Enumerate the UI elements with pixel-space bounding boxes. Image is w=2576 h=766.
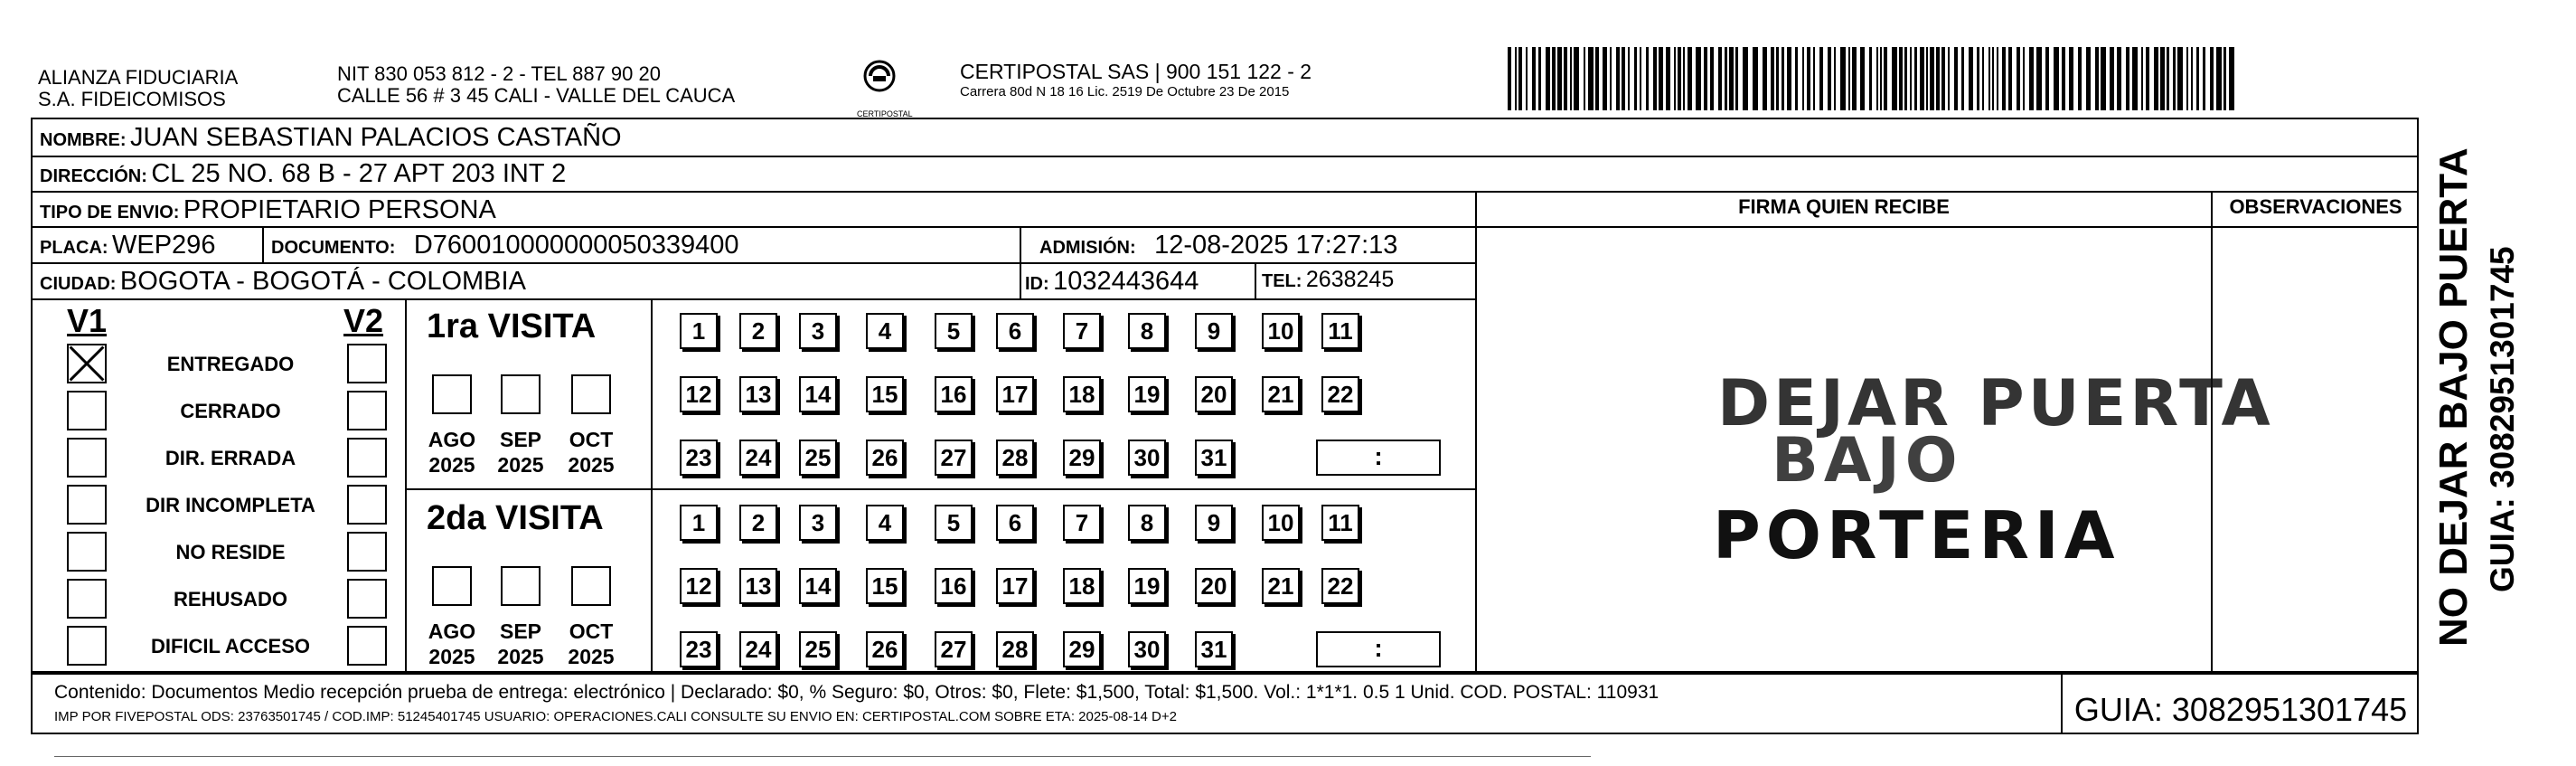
first-visit-month-box[interactable]	[501, 374, 541, 414]
nombre-value: JUAN SEBASTIAN PALACIOS CASTAÑO	[130, 123, 622, 152]
divider	[1475, 191, 1477, 673]
first-visit-month-label	[489, 427, 552, 478]
month-name: SEP	[499, 619, 542, 643]
month-year: 2025	[497, 645, 544, 668]
logo-caption: CERTIPOSTAL	[857, 109, 913, 118]
admision-value: 12-08-2025 17:27:13	[1154, 231, 1398, 260]
first-visit-day-box[interactable]: 12	[680, 376, 718, 412]
second-visit-day-box[interactable]: 9	[1195, 505, 1233, 541]
admision-field	[1039, 231, 1397, 260]
second-visit-time-box[interactable]: :	[1316, 631, 1441, 667]
id-field	[1025, 267, 1199, 297]
nombre-label: NOMBRE:	[40, 130, 127, 150]
first-visit-day-box[interactable]: 7	[1063, 313, 1101, 349]
second-visit-month-box[interactable]	[501, 566, 541, 606]
tel-label: TEL:	[1262, 271, 1302, 291]
courier-line1: CERTIPOSTAL SAS | 900 151 122 - 2	[960, 60, 1312, 83]
divider	[405, 298, 407, 673]
placa-value: WEP296	[112, 231, 216, 260]
second-visit-title: 2da VISITA	[427, 499, 604, 537]
month-year: 2025	[428, 453, 475, 477]
second-visit-day-box[interactable]: 18	[1063, 568, 1101, 604]
second-visit-month-box[interactable]	[571, 566, 611, 606]
v1-checkbox[interactable]	[67, 438, 107, 478]
documento-label: DOCUMENTO:	[271, 238, 396, 258]
second-visit-day-box[interactable]: 3	[799, 505, 837, 541]
second-visit-month-label	[559, 619, 623, 669]
first-visit-month-box[interactable]	[571, 374, 611, 414]
header-company	[38, 67, 238, 110]
second-visit-month-label	[489, 619, 552, 669]
status-label: REHUSADO	[174, 588, 287, 610]
divider	[31, 226, 1477, 228]
tel-field	[1262, 267, 1394, 293]
first-visit-day-box[interactable]: 19	[1128, 376, 1166, 412]
second-visit-day-box[interactable]: 26	[866, 631, 904, 667]
documento-value: D760010000000050339400	[413, 231, 739, 260]
second-visit-day-box[interactable]: 1	[680, 505, 718, 541]
header-nit	[337, 63, 735, 107]
v1-checkbox[interactable]	[67, 485, 107, 525]
courier-line2: Carrera 80d N 18 16 Lic. 2519 De Octubre 23 De 2015	[960, 84, 1290, 99]
month-year: 2025	[568, 645, 615, 668]
second-visit-day-box[interactable]: 27	[935, 631, 973, 667]
v2-checkbox[interactable]	[347, 344, 387, 383]
direccion-row	[40, 159, 566, 189]
first-visit-day-box[interactable]: 22	[1321, 376, 1359, 412]
second-visit-day-box[interactable]: 14	[799, 568, 837, 604]
first-visit-month-box[interactable]	[432, 374, 472, 414]
second-visit-day-box[interactable]: 20	[1195, 568, 1233, 604]
divider	[31, 262, 1477, 264]
second-visit-day-box[interactable]: 28	[996, 631, 1034, 667]
footer-contenido: Contenido: Documentos Medio recepción prueba de entrega: electrónico | Declarado: $0, % Seguro: $0, Otros: $0, Flete: $1,500, Total: $1,500. Vol.: 1*1*1. 0.5 1 Unid. COD. POSTAL: 110931	[54, 682, 1659, 703]
status-label: ENTREGADO	[166, 353, 295, 375]
first-visit-day-box[interactable]: 1	[680, 313, 718, 349]
second-visit-month-label	[420, 619, 484, 669]
v2-checkbox[interactable]	[347, 626, 387, 666]
address-line: CALLE 56 # 3 45 CALI - VALLE DEL CAUCA	[337, 84, 736, 107]
divider	[1020, 228, 1021, 298]
second-visit-day-box[interactable]: 6	[996, 505, 1034, 541]
second-visit-day-box[interactable]: 11	[1321, 505, 1359, 541]
second-visit-day-box[interactable]: 2	[739, 505, 777, 541]
admision-label: ADMISIÓN:	[1039, 238, 1136, 258]
divider	[1255, 262, 1256, 298]
stamp-line3: PORTERIA	[1713, 497, 2120, 573]
tel-value: 2638245	[1305, 267, 1395, 292]
company-line1: ALIANZA FIDUCIARIA	[38, 66, 239, 89]
v2-checkbox[interactable]	[347, 391, 387, 430]
company-line2: S.A. FIDEICOMISOS	[38, 88, 226, 110]
v2-checkbox[interactable]	[347, 438, 387, 478]
second-visit-day-box[interactable]: 17	[996, 568, 1034, 604]
first-visit-day-box[interactable]: 20	[1195, 376, 1233, 412]
first-visit-day-box[interactable]: 10	[1262, 313, 1300, 349]
v1-checkbox[interactable]	[67, 391, 107, 430]
v1-checkbox[interactable]	[67, 344, 107, 383]
divider	[31, 298, 1477, 300]
tipo-envio-label: TIPO DE ENVIO:	[40, 203, 180, 222]
side-warning: NO DEJAR BAJO PUERTA	[2431, 147, 2476, 647]
first-visit-day-box[interactable]: 17	[996, 376, 1034, 412]
divider	[54, 756, 1591, 757]
first-visit-day-box[interactable]: 3	[799, 313, 837, 349]
v1-label: V1	[67, 302, 108, 339]
month-year: 2025	[428, 645, 475, 668]
footer-frame	[31, 673, 2419, 734]
month-year: 2025	[568, 453, 615, 477]
second-visit-day-box[interactable]: 15	[866, 568, 904, 604]
first-visit-day-box[interactable]: 2	[739, 313, 777, 349]
first-visit-month-label	[420, 427, 484, 478]
footer-imp: IMP POR FIVEPOSTAL ODS: 23763501745 / COD.IMP: 51245401745 USUARIO: OPERACIONES.CALI CONSULTE SU ENVIO EN: CERTIPOSTAL.COM SOBRE ETA: 2025-08-14 D+2	[54, 709, 1177, 724]
second-visit-month-box[interactable]	[432, 566, 472, 606]
second-visit-day-box[interactable]: 5	[935, 505, 973, 541]
first-visit-time-box[interactable]: :	[1316, 440, 1441, 476]
v1-checkbox[interactable]	[67, 579, 107, 619]
first-visit-day-box[interactable]: 14	[799, 376, 837, 412]
second-visit-day-box[interactable]: 10	[1262, 505, 1300, 541]
divider	[31, 191, 2419, 193]
ciudad-label: CIUDAD:	[40, 274, 117, 294]
month-name: AGO	[428, 428, 476, 451]
first-visit-day-box[interactable]: 4	[866, 313, 904, 349]
status-label: DIR INCOMPLETA	[146, 494, 315, 516]
v1-checkbox[interactable]	[67, 626, 107, 666]
second-visit-day-box[interactable]: 24	[739, 631, 777, 667]
divider	[651, 298, 653, 673]
first-visit-day-box[interactable]: 27	[935, 440, 973, 476]
first-visit-day-box[interactable]: 23	[680, 440, 718, 476]
ciudad-value: BOGOTA - BOGOTÁ - COLOMBIA	[119, 267, 526, 296]
first-visit-day-box[interactable]: 31	[1195, 440, 1233, 476]
second-visit-day-box[interactable]: 29	[1063, 631, 1101, 667]
first-visit-day-box[interactable]: 29	[1063, 440, 1101, 476]
stamp-line1: DEJAR PUERTA	[1717, 366, 2274, 440]
first-visit-day-box[interactable]: 26	[866, 440, 904, 476]
v2-checkbox[interactable]	[347, 485, 387, 525]
first-visit-day-box[interactable]: 30	[1128, 440, 1166, 476]
second-visit-day-box[interactable]: 8	[1128, 505, 1166, 541]
divider	[31, 156, 2419, 157]
status-label: DIFICIL ACCESO	[150, 635, 310, 657]
month-year: 2025	[497, 453, 544, 477]
barcode	[1508, 47, 2240, 110]
month-name: OCT	[569, 619, 614, 643]
second-visit-day-box[interactable]: 7	[1063, 505, 1101, 541]
first-visit-day-box[interactable]: 13	[739, 376, 777, 412]
v2-label: V2	[343, 302, 384, 339]
divider	[262, 226, 264, 262]
id-value: 1032443644	[1053, 267, 1199, 296]
month-name: AGO	[428, 619, 476, 643]
placa-label: PLACA:	[40, 238, 108, 258]
firma-header: FIRMA QUIEN RECIBE	[1738, 195, 1950, 218]
first-visit-day-box[interactable]: 15	[866, 376, 904, 412]
second-visit-day-box[interactable]: 25	[799, 631, 837, 667]
first-visit-day-box[interactable]: 28	[996, 440, 1034, 476]
stamp-line2: BAJO	[1772, 425, 1963, 496]
documento-field	[271, 231, 739, 260]
direccion-value: CL 25 NO. 68 B - 27 APT 203 INT 2	[151, 159, 567, 188]
observaciones-header: OBSERVACIONES	[2229, 195, 2402, 218]
second-visit-day-box[interactable]: 23	[680, 631, 718, 667]
divider	[1477, 226, 2419, 228]
first-visit-day-box[interactable]: 6	[996, 313, 1034, 349]
divider	[405, 488, 1475, 490]
nombre-row	[40, 123, 622, 153]
second-visit-day-box[interactable]: 21	[1262, 568, 1300, 604]
status-label: DIR. ERRADA	[165, 447, 296, 469]
v2-checkbox[interactable]	[347, 532, 387, 572]
month-name: SEP	[499, 428, 542, 451]
first-visit-day-box[interactable]: 18	[1063, 376, 1101, 412]
v2-checkbox[interactable]	[347, 579, 387, 619]
header-courier	[960, 60, 1312, 101]
second-visit-day-box[interactable]: 12	[680, 568, 718, 604]
id-label: ID:	[1025, 274, 1049, 294]
first-visit-day-box[interactable]: 16	[935, 376, 973, 412]
footer-guia: GUIA: 3082951301745	[2073, 691, 2408, 728]
direccion-label: DIRECCIÓN:	[40, 166, 147, 186]
tipo-envio-value: PROPIETARIO PERSONA	[183, 195, 496, 224]
first-visit-day-box[interactable]: 25	[799, 440, 837, 476]
certipostal-logo	[857, 60, 913, 118]
second-visit-day-box[interactable]: 16	[935, 568, 973, 604]
first-visit-day-box[interactable]: 24	[739, 440, 777, 476]
first-visit-month-label	[559, 427, 623, 478]
first-visit-day-box[interactable]: 8	[1128, 313, 1166, 349]
placa-field	[40, 231, 215, 260]
side-guia: GUIA: 3082951301745	[2484, 246, 2521, 592]
second-visit-day-box[interactable]: 13	[739, 568, 777, 604]
status-label: NO RESIDE	[175, 541, 286, 563]
month-name: OCT	[569, 428, 614, 451]
status-label: CERRADO	[180, 400, 281, 422]
second-visit-day-box[interactable]: 4	[866, 505, 904, 541]
second-visit-day-box[interactable]: 31	[1195, 631, 1233, 667]
v1-checkbox[interactable]	[67, 532, 107, 572]
second-visit-day-box[interactable]: 30	[1128, 631, 1166, 667]
first-visit-day-box[interactable]: 21	[1262, 376, 1300, 412]
second-visit-day-box[interactable]: 19	[1128, 568, 1166, 604]
nit-line: NIT 830 053 812 - 2 - TEL 887 90 20	[337, 62, 661, 85]
first-visit-title: 1ra VISITA	[427, 307, 597, 345]
second-visit-day-box[interactable]: 22	[1321, 568, 1359, 604]
first-visit-day-box[interactable]: 9	[1195, 313, 1233, 349]
tipo-envio-row	[40, 195, 496, 225]
ciudad-field	[40, 267, 526, 297]
first-visit-day-box[interactable]: 11	[1321, 313, 1359, 349]
first-visit-day-box[interactable]: 5	[935, 313, 973, 349]
